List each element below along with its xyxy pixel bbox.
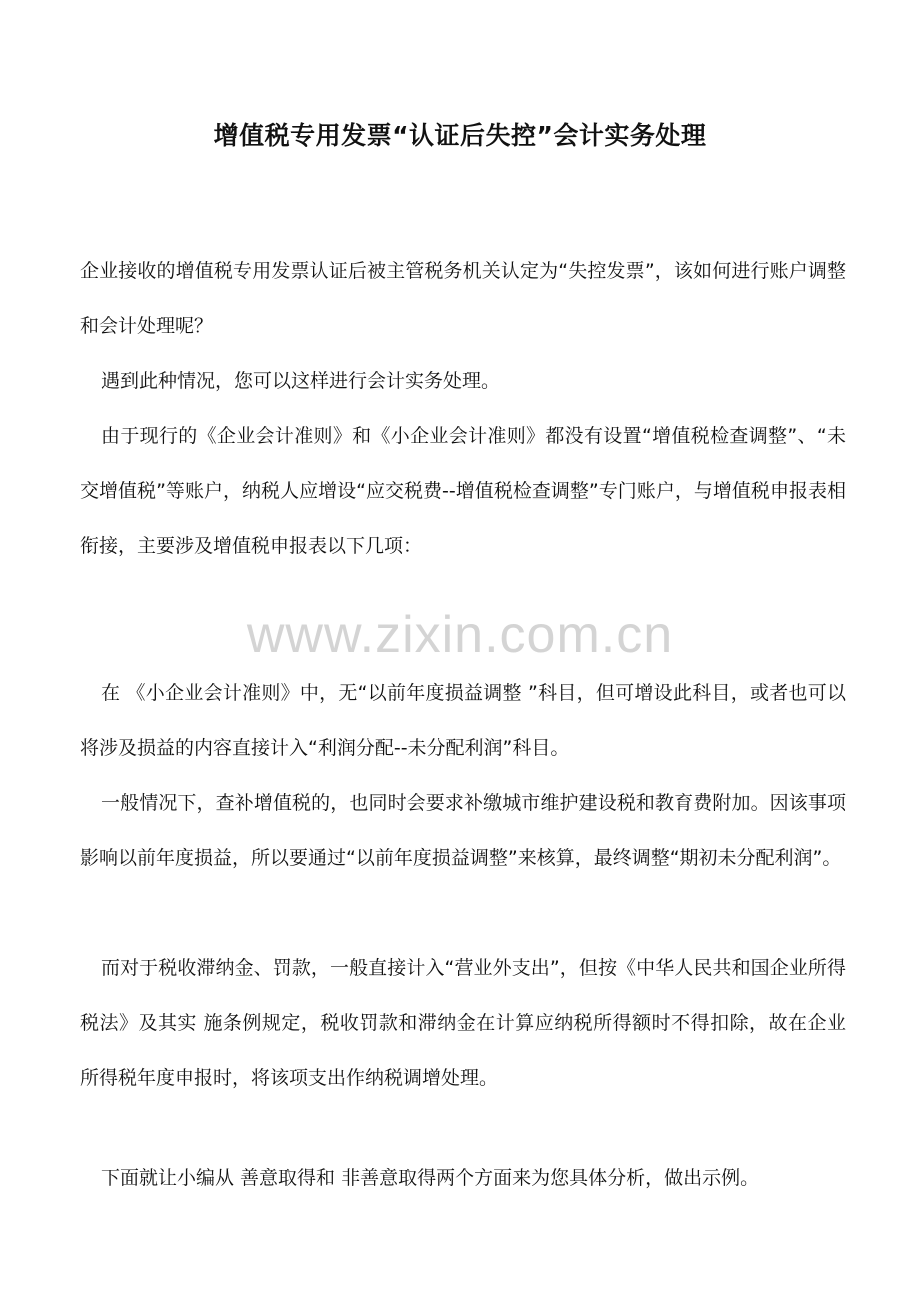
paragraph-small-enterprise: 在 《小企业会计准则》中，无“以前年度损益调整 ”科目，但可增设此科目，或者也可以将涉及损益的内容直接计入“利润分配--未分配利润”科目。 <box>80 682 846 759</box>
paragraph-approach: 遇到此种情况，您可以这样进行会计实务处理。 <box>101 370 501 392</box>
paragraph-penalties: 而对于税收滞纳金、罚款，一般直接计入“营业外支出”，但按《中华人民共和国企业所得税法》及其实 施条例规定，税收罚款和滞纳金在计算应纳税所得额时不得扣除，故在企业所得税年度申报时，将该项支出作纳税调增处理。 <box>80 957 846 1089</box>
document-title: 增值税专用发票“认证后失控”会计实务处理 <box>213 121 707 150</box>
watermark: www.zixin.com.cn <box>246 606 674 664</box>
paragraph-accounts: 由于现行的《企业会计准则》和《小企业会计准则》都没有设置“增值税检查调整”、“未交增值税”等账户，纳税人应增设“应交税费--增值税检查调整”专门账户，与增值税申报表相衔接，主要涉及增值税申报表以下几项： <box>80 425 846 557</box>
paragraph-intro: 企业接收的增值税专用发票认证后被主管税务机关认定为“失控发票”，该如何进行账户调整和会计处理呢？ <box>80 260 846 337</box>
paragraph-general-case: 一般情况下，查补增值税的，也同时会要求补缴城市维护建设税和教育费附加。因该事项影响以前年度损益，所以要通过“以前年度损益调整”来核算，最终调整“期初未分配利润”。 <box>80 792 846 869</box>
paragraph-conclusion: 下面就让小编从 善意取得和 非善意取得两个方面来为您具体分析，做出示例。 <box>101 1167 760 1189</box>
